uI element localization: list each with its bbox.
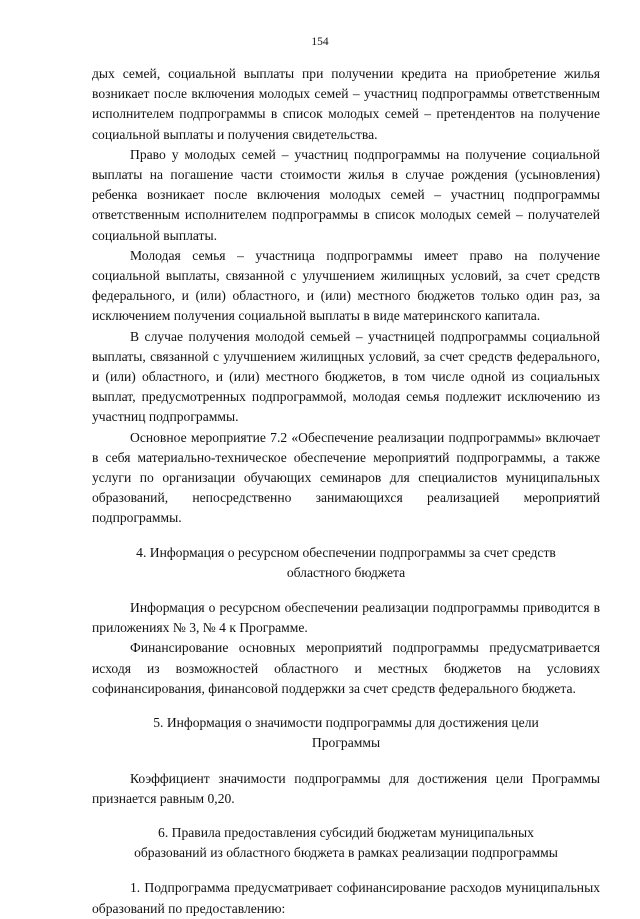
page-content: [92, 64, 600, 919]
section-heading-4: 4. Информация о ресурсном обеспечении подпрограммы за счет средств областного бюджета: [136, 544, 556, 580]
paragraph: Основное мероприятие 7.2 «Обеспечение реализации подпрограммы» включает в себя материально-техническое обеспечение мероприятий подпрограммы, а также услуги по организации обучающих семинаров для специалистов муниципальных образований, непосредственно занимающихся реализацией мероприятий подпрограммы.: [92, 429, 600, 526]
section-heading-6: 6. Правила предоставления субсидий бюджетам муниципальных образований из областного бюджета в рамках реализации подпрограммы: [134, 824, 558, 861]
paragraph-continuation: дых семей, социальной выплаты при получении кредита на приобретение жилья возникает после включения молодых семей – участниц подпрограммы ответственным исполнителем подпрограммы в список молодых семей – претендентов на получение социальной выплаты и получения свидетельства.: [92, 66, 600, 142]
paragraph: Молодая семья – участница подпрограммы имеет право на получение социальной выплаты, связанной с улучшением жилищных условий, за счет средств федерального, и (или) областного, и (или) местного бюджетов только один раз, за исключением получения социальной выплаты в виде материнского капитала.: [92, 247, 600, 324]
paragraph: Информация о ресурсном обеспечении реализации подпрограммы приводится в приложениях № 3, № 4 к Программе.: [92, 600, 600, 636]
paragraph: 1. Подпрограмма предусматривает софинансирование расходов муниципальных образований по предоставлению:: [92, 880, 600, 916]
paragraph: В случае получения молодой семьей – участницей подпрограммы социальной выплаты, связанной с улучшением жилищных условий, за счет средств федерального, и (или) областного, и (или) местного бюджетов, в том числе одной из социальных выплат, предусмотренных подпрограммой, молодая семья подлежит исключению из участниц подпрограммы.: [92, 328, 600, 425]
section-heading-5: 5. Информация о значимости подпрограммы для достижения цели Программы: [153, 715, 539, 751]
paragraph: Право у молодых семей – участниц подпрограммы на получение социальной выплаты на погашение части стоимости жилья в случае рождения (усыновления) ребенка возникает после включения молодых семей – участниц подпрограммы ответственным исполнителем подпрограммы в список молодых семей – получателей социальной выплаты.: [92, 146, 600, 243]
page-number: 154: [311, 36, 329, 48]
paragraph: Коэффициент значимости подпрограммы для достижения цели Программы признается равным 0,20.: [92, 770, 600, 806]
paragraph: Финансирование основных мероприятий подпрограммы предусматривается исходя из возможностей областного и местных бюджетов на условиях софинансирования, финансовой поддержки за счет средств федерального бюджета.: [92, 640, 600, 696]
